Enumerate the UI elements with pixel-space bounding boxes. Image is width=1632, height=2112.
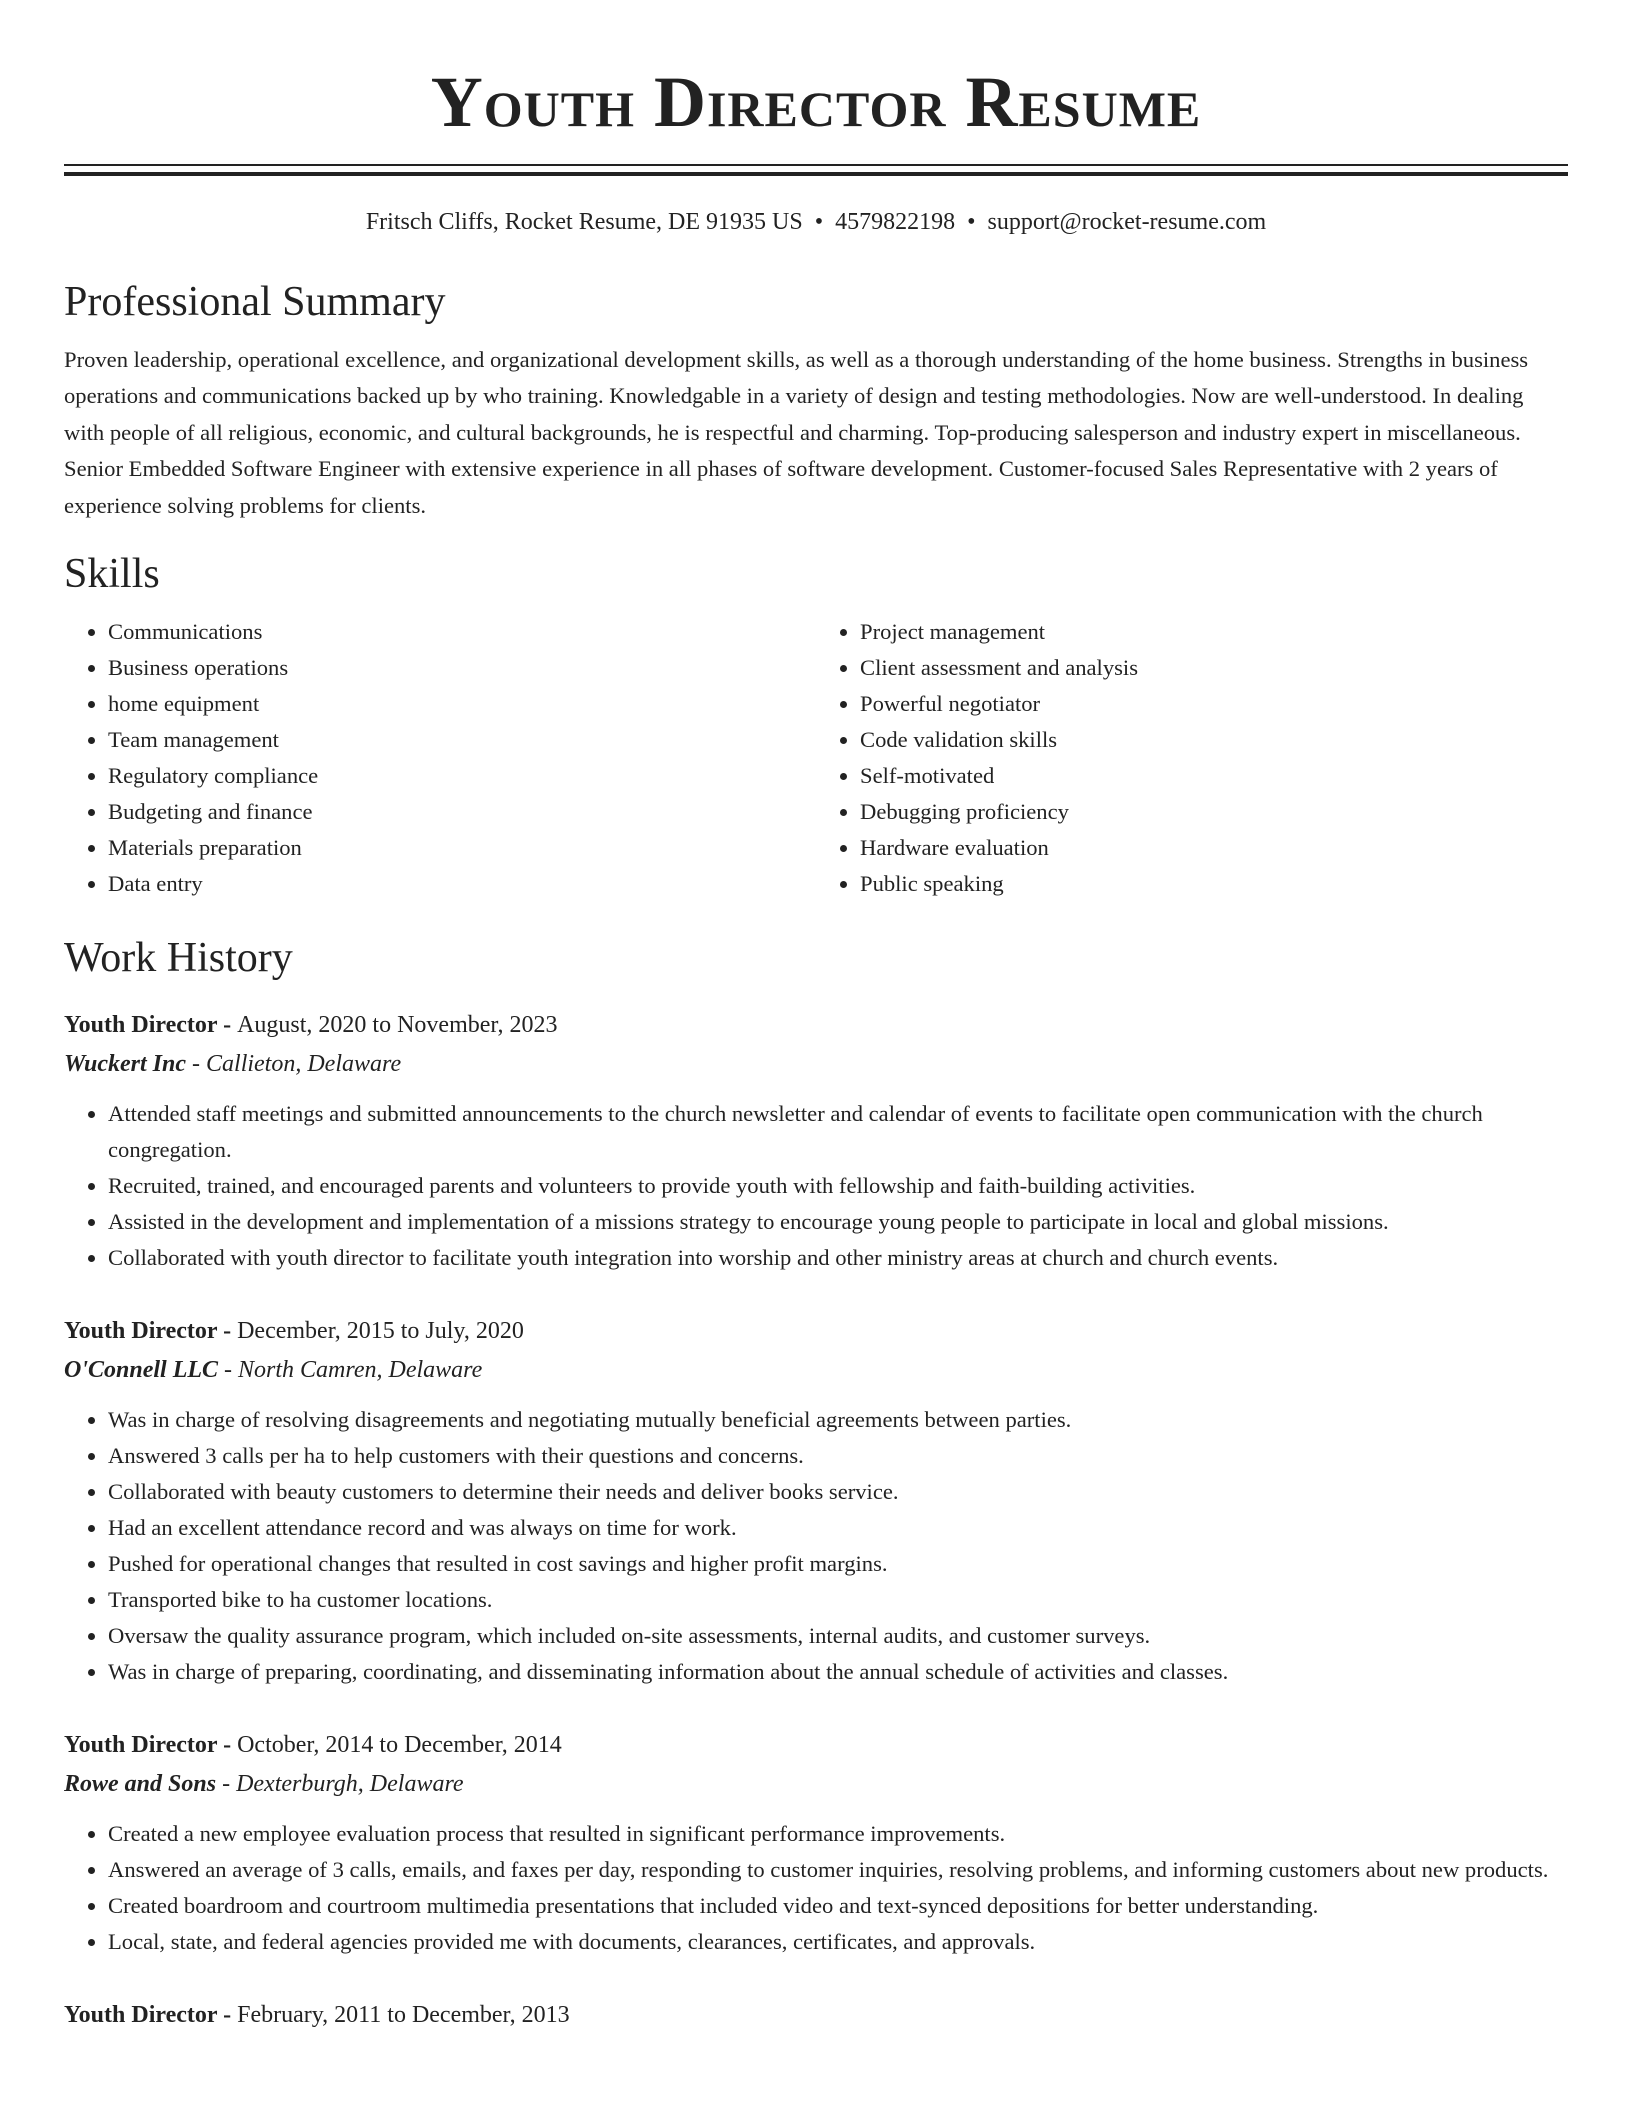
- job-header: [64, 1006, 1568, 1044]
- job-bullet: • Created boardroom and courtroom multimedia presentations that included video and text-synced depositions for better understanding.: [108, 1888, 1568, 1924]
- job-dash: -: [217, 1012, 238, 1039]
- contact-separator: •: [814, 209, 824, 235]
- job-role: Youth Director: [64, 2002, 218, 2029]
- job-company: Wuckert Inc: [64, 1051, 187, 1078]
- resume-page: [64, 0, 1568, 2034]
- skill-item: • Project management: [860, 614, 1568, 650]
- job-location: Callieton, Delaware: [206, 1051, 402, 1078]
- skill-item: • Public speaking: [860, 866, 1568, 902]
- job-entry: [64, 1312, 1568, 1690]
- job-bullet: • Attended staff meetings and submitted announcements to the church newsletter and calendar of events to facilitate open communication with the church congregation.: [108, 1096, 1568, 1168]
- skill-item: • Regulatory compliance: [108, 758, 816, 794]
- job-bullet: • Recruited, trained, and encouraged parents and volunteers to provide youth with fellowship and faith-building activities.: [108, 1168, 1568, 1204]
- skill-item: • Powerful negotiator: [860, 686, 1568, 722]
- contact-phone: 4579822198: [835, 209, 956, 235]
- skills-column-left: [64, 614, 816, 902]
- job-bullet: • Had an excellent attendance record and was always on time for work.: [108, 1510, 1568, 1546]
- skill-item: • Code validation skills: [860, 722, 1568, 758]
- job-bullet: • Answered an average of 3 calls, emails, and faxes per day, responding to customer inquiries, resolving problems, and informing customers about new products.: [108, 1852, 1568, 1888]
- job-bullet: • Collaborated with youth director to facilitate youth integration into worship and other ministry areas at church and church events.: [108, 1240, 1568, 1276]
- contact-separator: •: [967, 209, 976, 235]
- job-header: [64, 1726, 1568, 1764]
- skill-item: • Hardware evaluation: [860, 830, 1568, 866]
- job-entry: [64, 1006, 1568, 1276]
- job-dash: -: [218, 1357, 239, 1384]
- job-bullet: • Local, state, and federal agencies provided me with documents, clearances, certificates, and approvals.: [108, 1924, 1568, 1960]
- job-bullet: • Transported bike to ha customer locations.: [108, 1582, 1568, 1618]
- job-dash: -: [217, 1318, 238, 1345]
- job-bullets: [64, 1402, 1568, 1690]
- job-company: O'Connell LLC: [64, 1357, 219, 1384]
- job-bullets: [64, 1816, 1568, 1960]
- title-divider-thick: [64, 172, 1568, 176]
- skills-column-right: [816, 614, 1568, 902]
- job-dash: -: [216, 1771, 237, 1798]
- title-divider-thin: [64, 164, 1568, 166]
- job-bullets: [64, 1096, 1568, 1276]
- job-header: [64, 1312, 1568, 1350]
- job-dates: August, 2020 to November, 2023: [237, 1012, 558, 1039]
- skill-item: • Business operations: [108, 650, 816, 686]
- summary-heading: Professional Summary: [64, 279, 446, 325]
- job-bullet: • Created a new employee evaluation process that resulted in significant performance improvements.: [108, 1816, 1568, 1852]
- job-dash: -: [217, 2002, 238, 2029]
- job-entry: [64, 1726, 1568, 1960]
- skill-item: • home equipment: [108, 686, 816, 722]
- skill-item: • Budgeting and finance: [108, 794, 816, 830]
- contact-line: [64, 206, 1568, 238]
- job-company-line: [64, 1044, 1568, 1084]
- summary-text: Proven leadership, operational excellence, and organizational development skills, as well as a thorough understanding of the home business. Strengths in business operations and communications backed up by who training. Knowledgable in a variety of design and testing methodologies. Now are well-understood. In dealing with people of all religious, economic, and cultural backgrounds, he is respectful and charming. Top-producing salesperson and industry expert in miscellaneous. Senior Embedded Software Engineer with extensive experience in all phases of software development. Customer-focused Sales Representative with 2 years of experience solving problems for clients.: [64, 347, 1529, 518]
- job-bullet: • Assisted in the development and implementation of a missions strategy to encourage young people to participate in local and global missions.: [108, 1204, 1568, 1240]
- job-bullet: • Was in charge of preparing, coordinating, and disseminating information about the annual schedule of activities and classes.: [108, 1654, 1568, 1690]
- job-dash: -: [217, 1732, 238, 1759]
- contact-address: Fritsch Cliffs, Rocket Resume, DE 91935 US: [365, 209, 803, 235]
- job-bullet: • Oversaw the quality assurance program, which included on-site assessments, internal audits, and customer surveys.: [108, 1618, 1568, 1654]
- skill-item: • Debugging proficiency: [860, 794, 1568, 830]
- job-header: [64, 1996, 1568, 2034]
- skill-item: • Self-motivated: [860, 758, 1568, 794]
- resume-title: Youth Director Resume: [430, 62, 1202, 142]
- skill-item: • Team management: [108, 722, 816, 758]
- work-history-heading: Work History: [64, 935, 293, 982]
- job-role: Youth Director: [64, 1318, 218, 1345]
- job-bullet: • Collaborated with beauty customers to determine their needs and deliver books service.: [108, 1474, 1568, 1510]
- job-bullet: • Was in charge of resolving disagreements and negotiating mutually beneficial agreements between parties.: [108, 1402, 1568, 1438]
- job-location: Dexterburgh, Delaware: [236, 1771, 464, 1798]
- job-bullet: • Answered 3 calls per ha to help customers with their questions and concerns.: [108, 1438, 1568, 1474]
- skill-item: • Client assessment and analysis: [860, 650, 1568, 686]
- job-entry: [64, 1996, 1568, 2034]
- job-bullet: • Pushed for operational changes that resulted in cost savings and higher profit margins.: [108, 1546, 1568, 1582]
- job-role: Youth Director: [64, 1732, 218, 1759]
- job-location: North Camren, Delaware: [238, 1357, 483, 1384]
- skills-grid: [64, 614, 1568, 902]
- job-dates: December, 2015 to July, 2020: [237, 1318, 524, 1345]
- skill-item: • Communications: [108, 614, 816, 650]
- job-company-line: [64, 1764, 1568, 1804]
- job-company-line: [64, 1350, 1568, 1390]
- job-dash: -: [186, 1051, 207, 1078]
- contact-email: support@rocket-resume.com: [987, 209, 1267, 235]
- job-role: Youth Director: [64, 1012, 218, 1039]
- skill-item: • Materials preparation: [108, 830, 816, 866]
- skill-item: • Data entry: [108, 866, 816, 902]
- skills-heading: Skills: [64, 551, 160, 598]
- job-dates: February, 2011 to December, 2013: [237, 2002, 570, 2029]
- job-dates: October, 2014 to December, 2014: [237, 1732, 562, 1759]
- job-company: Rowe and Sons: [64, 1771, 217, 1798]
